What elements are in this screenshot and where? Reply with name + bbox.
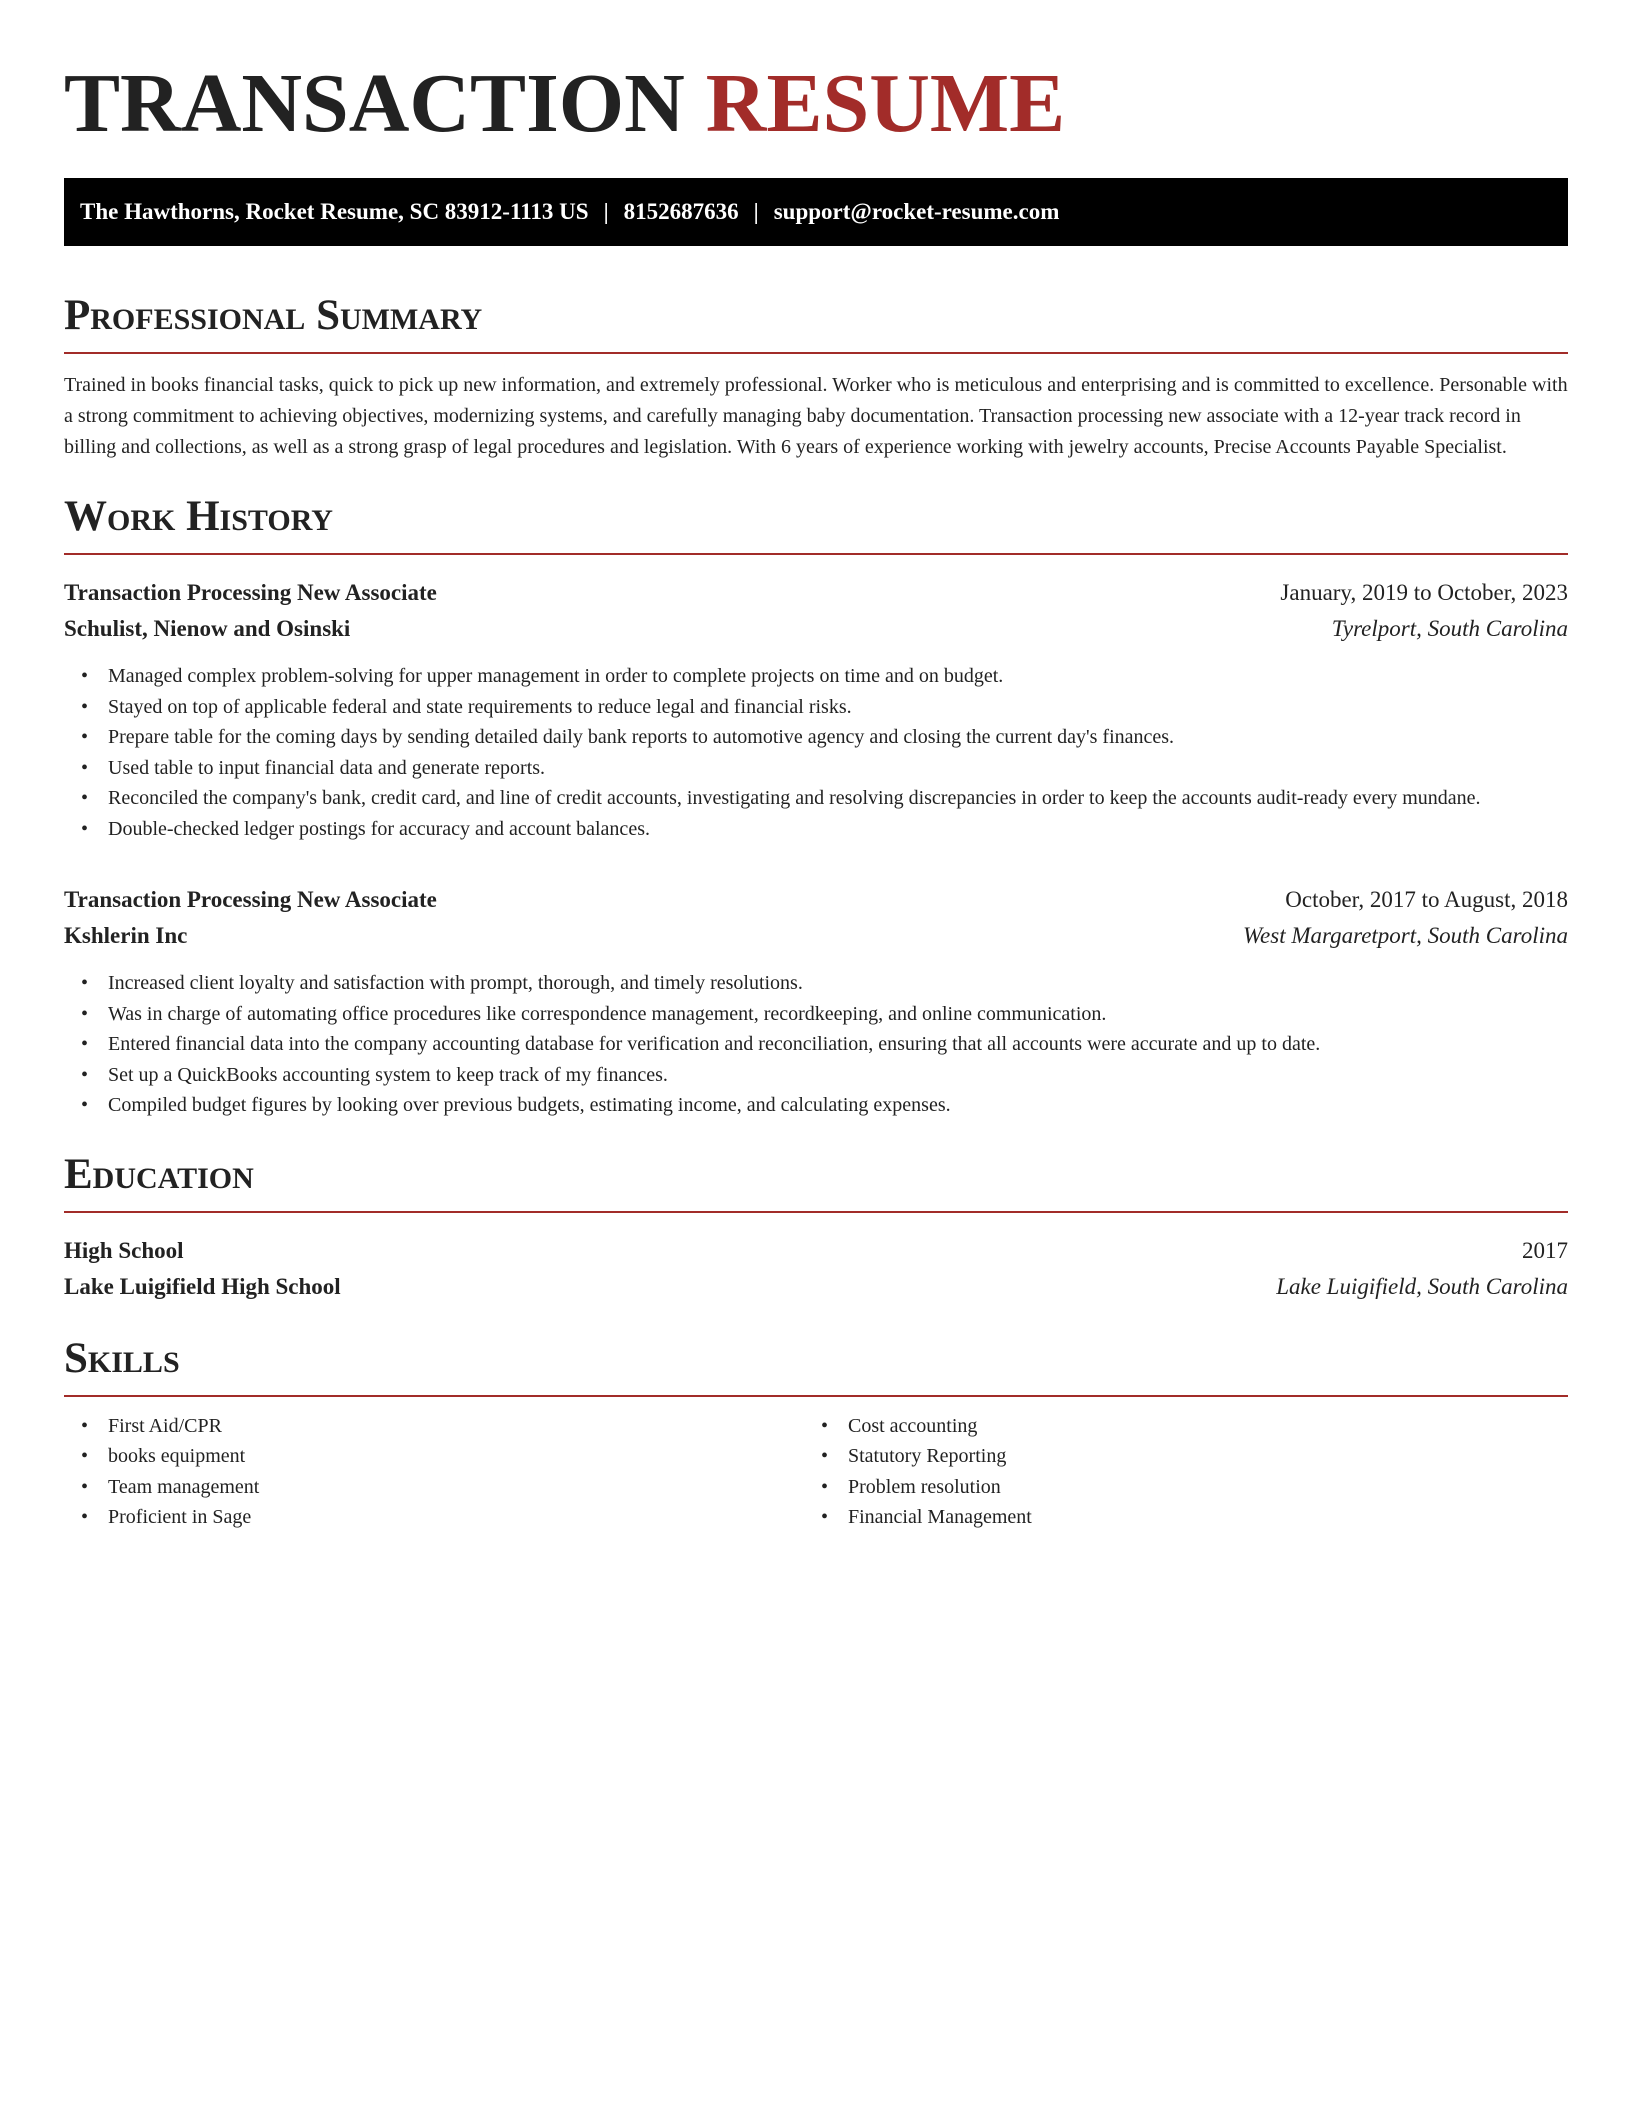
bullet-icon: • — [821, 1475, 829, 1498]
skill-label: Cost accounting — [848, 1414, 978, 1437]
skill-label: Team management — [108, 1475, 260, 1498]
education-school: Lake Luigifield High School — [64, 1273, 341, 1299]
job-duty: Was in charge of automating office procedures like correspondence management, recordkeeping, and online communication. — [108, 1002, 1107, 1025]
education-school-row — [64, 1269, 1568, 1305]
skill-label: Statutory Reporting — [848, 1445, 1007, 1467]
job-duty: Entered financial data into the company accounting database for verification and reconciliation, ensuring that all accounts were accurate and up to date. — [108, 1033, 1321, 1055]
skill-label: books equipment — [108, 1445, 246, 1467]
bullet-icon: • — [821, 1506, 829, 1528]
skill-item — [81, 1411, 804, 1442]
education-entry — [64, 1233, 1568, 1305]
bullet-icon: • — [81, 695, 89, 718]
professional-summary-section — [64, 290, 1568, 463]
bullet-icon: • — [81, 1414, 89, 1437]
job-entry — [64, 575, 1568, 844]
section-divider — [64, 1211, 1568, 1213]
last-name: RESUME — [705, 57, 1066, 150]
bullet-icon: • — [81, 1002, 89, 1025]
job-duty: Prepare table for the coming days by sending detailed daily bank reports to automotive agency and closing the current day's finances. — [108, 726, 1175, 748]
job-header-row — [64, 575, 1568, 611]
job-header-row — [64, 882, 1568, 918]
contact-email: support@rocket-resume.com — [773, 199, 1060, 224]
bullet-icon: • — [81, 1475, 89, 1498]
job-duty: Reconciled the company's bank, credit card, and line of credit accounts, investigating and resolving discrepancies in order to keep the accounts audit-ready every mundane. — [108, 787, 1481, 809]
list-item — [81, 753, 1568, 784]
list-item — [81, 692, 1568, 723]
job-company-row — [64, 918, 1568, 954]
job-duty: Managed complex problem-solving for upper management in order to complete projects on time and on budget. — [108, 665, 1004, 687]
skills-grid — [64, 1411, 1568, 1533]
section-title-skills: Skills — [64, 1334, 180, 1382]
education-location: Lake Luigifield, South Carolina — [1276, 1273, 1568, 1299]
work-history-section — [64, 491, 1568, 1121]
contact-separator: | — [753, 199, 759, 224]
skills-section — [64, 1333, 1568, 1533]
education-header-row — [64, 1233, 1568, 1269]
bullet-icon: • — [81, 817, 89, 840]
skills-list — [804, 1411, 1544, 1533]
skills-column-left — [64, 1411, 804, 1533]
job-company: Kshlerin Inc — [64, 923, 188, 948]
section-title-work-history: Work History — [64, 493, 333, 540]
list-item — [81, 968, 1568, 999]
education-degree: High School — [64, 1237, 184, 1263]
education-year: 2017 — [1522, 1237, 1568, 1263]
bullet-icon: • — [81, 1033, 89, 1055]
skills-list — [64, 1411, 804, 1533]
job-company: Schulist, Nienow and Osinski — [64, 616, 351, 641]
list-item — [81, 1090, 1568, 1121]
resume-name — [64, 54, 1568, 154]
skill-item — [81, 1502, 804, 1533]
skill-item — [821, 1411, 1544, 1442]
skill-item — [821, 1502, 1544, 1533]
section-divider — [64, 553, 1568, 555]
summary-text: Trained in books financial tasks, quick to pick up new information, and extremely professional. Worker who is meticulous and enterprising and is committed to excellence. Personable with a strong commitment to achieving objectives, modernizing systems, and carefully managing baby documentation. Transaction processing new associate with a 12-year track record in billing and collections, as well as a strong grasp of legal procedures and legislation. With 6 years of experience working with jewelry accounts, Precise Accounts Payable Specialist. — [64, 374, 1568, 458]
job-duty: Set up a QuickBooks accounting system to keep track of my finances. — [108, 1063, 668, 1086]
bullet-icon: • — [821, 1414, 829, 1437]
list-item — [81, 814, 1568, 845]
list-item — [81, 783, 1568, 814]
bullet-icon: • — [81, 972, 89, 994]
bullet-icon: • — [81, 787, 89, 809]
skill-label: First Aid/CPR — [108, 1414, 222, 1437]
section-title-summary: Professional Summary — [64, 292, 483, 339]
job-company-row — [64, 611, 1568, 647]
job-location: Tyrelport, South Carolina — [1331, 616, 1568, 641]
list-item — [81, 722, 1568, 753]
section-divider — [64, 352, 1568, 354]
job-duty: Used table to input financial data and generate reports. — [108, 756, 546, 779]
bullet-icon: • — [821, 1445, 829, 1467]
skill-label: Financial Management — [848, 1506, 1032, 1528]
list-item — [81, 1029, 1568, 1060]
bullet-icon: • — [81, 665, 89, 687]
skills-column-right — [804, 1411, 1544, 1533]
job-duty: Double-checked ledger postings for accuracy and account balances. — [108, 817, 650, 840]
contact-bar — [64, 178, 1568, 246]
bullet-icon: • — [81, 1506, 89, 1528]
bullet-icon: • — [81, 1094, 89, 1116]
job-dates: October, 2017 to August, 2018 — [1285, 887, 1568, 912]
contact-phone: 8152687636 — [623, 199, 739, 224]
job-duties-list — [64, 968, 1568, 1121]
contact-separator: | — [603, 199, 609, 224]
bullet-icon: • — [81, 1063, 89, 1086]
list-item — [81, 661, 1568, 692]
bullet-icon: • — [81, 1445, 89, 1467]
skill-label: Problem resolution — [848, 1475, 1001, 1498]
job-location: West Margaretport, South Carolina — [1243, 923, 1568, 948]
job-position: Transaction Processing New Associate — [64, 887, 437, 912]
job-duty: Stayed on top of applicable federal and state requirements to reduce legal and financial risks. — [108, 695, 852, 718]
education-section — [64, 1149, 1568, 1305]
section-title-education: Education — [64, 1150, 254, 1198]
job-entry — [64, 882, 1568, 1121]
first-name: TRANSACTION — [64, 57, 685, 150]
bullet-icon: • — [81, 726, 89, 748]
skill-item — [821, 1472, 1544, 1503]
list-item — [81, 1060, 1568, 1091]
bullet-icon: • — [81, 756, 89, 779]
skill-label: Proficient in Sage — [108, 1506, 252, 1528]
job-duties-list — [64, 661, 1568, 844]
skill-item — [81, 1472, 804, 1503]
job-dates: January, 2019 to October, 2023 — [1280, 580, 1568, 605]
skill-item — [81, 1441, 804, 1472]
job-duty: Compiled budget figures by looking over previous budgets, estimating income, and calculating expenses. — [108, 1094, 951, 1116]
skill-item — [821, 1441, 1544, 1472]
job-position: Transaction Processing New Associate — [64, 580, 437, 605]
job-duty: Increased client loyalty and satisfaction with prompt, thorough, and timely resolutions. — [108, 972, 803, 994]
contact-address: The Hawthorns, Rocket Resume, SC 83912-1113 US — [80, 199, 589, 224]
list-item — [81, 999, 1568, 1030]
section-divider — [64, 1395, 1568, 1397]
